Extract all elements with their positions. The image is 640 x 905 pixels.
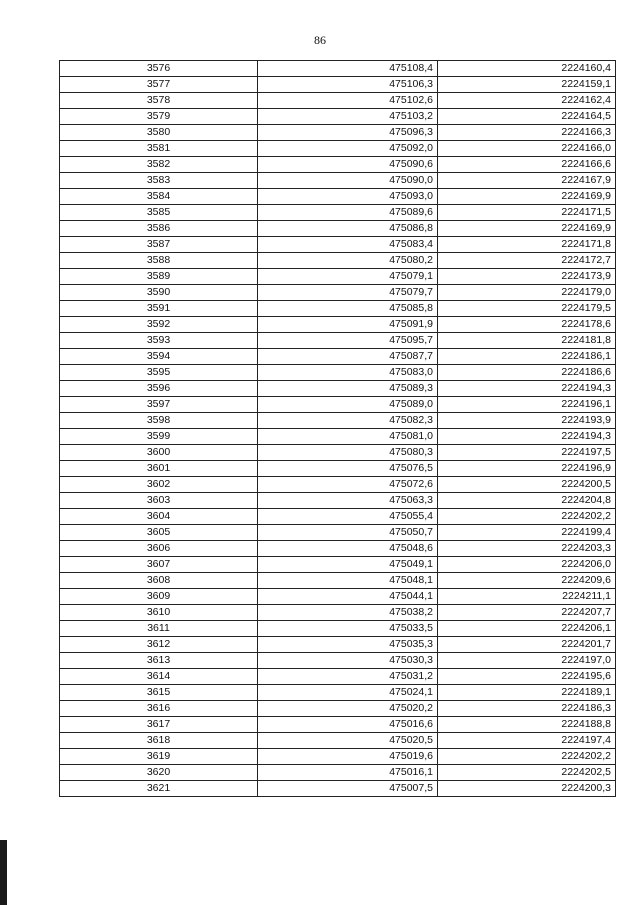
x-coordinate-cell: 475083,0	[258, 365, 438, 381]
table-row	[60, 669, 616, 685]
x-coordinate-cell: 475079,1	[258, 269, 438, 285]
x-coordinate-cell: 475085,8	[258, 301, 438, 317]
point-number-cell: 3606	[60, 541, 258, 557]
table-row	[60, 141, 616, 157]
y-coordinate-cell: 2224166,0	[438, 141, 616, 157]
table-row	[60, 525, 616, 541]
x-coordinate-cell: 475038,2	[258, 605, 438, 621]
x-coordinate-cell: 475016,1	[258, 765, 438, 781]
y-coordinate-cell: 2224195,6	[438, 669, 616, 685]
point-number-cell: 3579	[60, 109, 258, 125]
point-number-cell: 3582	[60, 157, 258, 173]
point-number-cell: 3612	[60, 637, 258, 653]
x-coordinate-cell: 475106,3	[258, 77, 438, 93]
x-coordinate-cell: 475081,0	[258, 429, 438, 445]
table-row	[60, 77, 616, 93]
point-number-cell: 3609	[60, 589, 258, 605]
coordinates-table-body	[60, 61, 616, 797]
y-coordinate-cell: 2224197,5	[438, 445, 616, 461]
y-coordinate-cell: 2224186,6	[438, 365, 616, 381]
x-coordinate-cell: 475020,5	[258, 733, 438, 749]
point-number-cell: 3585	[60, 205, 258, 221]
table-row	[60, 589, 616, 605]
point-number-cell: 3598	[60, 413, 258, 429]
x-coordinate-cell: 475091,9	[258, 317, 438, 333]
y-coordinate-cell: 2224189,1	[438, 685, 616, 701]
y-coordinate-cell: 2224179,5	[438, 301, 616, 317]
point-number-cell: 3599	[60, 429, 258, 445]
table-row	[60, 509, 616, 525]
table-row	[60, 445, 616, 461]
table-row	[60, 429, 616, 445]
table-row	[60, 461, 616, 477]
y-coordinate-cell: 2224172,7	[438, 253, 616, 269]
table-row	[60, 285, 616, 301]
x-coordinate-cell: 475080,2	[258, 253, 438, 269]
x-coordinate-cell: 475086,8	[258, 221, 438, 237]
point-number-cell: 3580	[60, 125, 258, 141]
point-number-cell: 3596	[60, 381, 258, 397]
x-coordinate-cell: 475048,1	[258, 573, 438, 589]
table-row	[60, 93, 616, 109]
table-row	[60, 173, 616, 189]
page-number: 86	[314, 33, 326, 47]
point-number-cell: 3600	[60, 445, 258, 461]
x-coordinate-cell: 475103,2	[258, 109, 438, 125]
x-coordinate-cell: 475055,4	[258, 509, 438, 525]
table-row	[60, 365, 616, 381]
y-coordinate-cell: 2224188,8	[438, 717, 616, 733]
y-coordinate-cell: 2224162,4	[438, 93, 616, 109]
point-number-cell: 3578	[60, 93, 258, 109]
point-number-cell: 3581	[60, 141, 258, 157]
table-row	[60, 61, 616, 77]
y-coordinate-cell: 2224204,8	[438, 493, 616, 509]
table-row	[60, 685, 616, 701]
point-number-cell: 3621	[60, 781, 258, 797]
y-coordinate-cell: 2224194,3	[438, 429, 616, 445]
x-coordinate-cell: 475082,3	[258, 413, 438, 429]
point-number-cell: 3617	[60, 717, 258, 733]
x-coordinate-cell: 475087,7	[258, 349, 438, 365]
coordinates-table	[59, 60, 616, 797]
y-coordinate-cell: 2224202,2	[438, 509, 616, 525]
point-number-cell: 3608	[60, 573, 258, 589]
y-coordinate-cell: 2224169,9	[438, 189, 616, 205]
point-number-cell: 3605	[60, 525, 258, 541]
point-number-cell: 3594	[60, 349, 258, 365]
point-number-cell: 3589	[60, 269, 258, 285]
x-coordinate-cell: 475049,1	[258, 557, 438, 573]
x-coordinate-cell: 475076,5	[258, 461, 438, 477]
table-row	[60, 109, 616, 125]
x-coordinate-cell: 475108,4	[258, 61, 438, 77]
table-row	[60, 605, 616, 621]
y-coordinate-cell: 2224206,0	[438, 557, 616, 573]
y-coordinate-cell: 2224181,8	[438, 333, 616, 349]
table-row	[60, 397, 616, 413]
table-row	[60, 237, 616, 253]
table-row	[60, 749, 616, 765]
table-row	[60, 381, 616, 397]
point-number-cell: 3593	[60, 333, 258, 349]
y-coordinate-cell: 2224203,3	[438, 541, 616, 557]
point-number-cell: 3613	[60, 653, 258, 669]
table-row	[60, 221, 616, 237]
point-number-cell: 3583	[60, 173, 258, 189]
table-row	[60, 637, 616, 653]
x-coordinate-cell: 475063,3	[258, 493, 438, 509]
point-number-cell: 3614	[60, 669, 258, 685]
y-coordinate-cell: 2224166,6	[438, 157, 616, 173]
point-number-cell: 3591	[60, 301, 258, 317]
point-number-cell: 3607	[60, 557, 258, 573]
y-coordinate-cell: 2224196,1	[438, 397, 616, 413]
y-coordinate-cell: 2224196,9	[438, 461, 616, 477]
point-number-cell: 3604	[60, 509, 258, 525]
point-number-cell: 3616	[60, 701, 258, 717]
y-coordinate-cell: 2224201,7	[438, 637, 616, 653]
y-coordinate-cell: 2224166,3	[438, 125, 616, 141]
table-row	[60, 541, 616, 557]
table-row	[60, 301, 616, 317]
table-row	[60, 349, 616, 365]
point-number-cell: 3588	[60, 253, 258, 269]
table-row	[60, 717, 616, 733]
x-coordinate-cell: 475083,4	[258, 237, 438, 253]
x-coordinate-cell: 475020,2	[258, 701, 438, 717]
y-coordinate-cell: 2224202,2	[438, 749, 616, 765]
point-number-cell: 3620	[60, 765, 258, 781]
table-row	[60, 781, 616, 797]
y-coordinate-cell: 2224211,1	[438, 589, 616, 605]
y-coordinate-cell: 2224171,8	[438, 237, 616, 253]
table-row	[60, 557, 616, 573]
y-coordinate-cell: 2224186,1	[438, 349, 616, 365]
table-row	[60, 413, 616, 429]
table-row	[60, 157, 616, 173]
x-coordinate-cell: 475031,2	[258, 669, 438, 685]
point-number-cell: 3577	[60, 77, 258, 93]
scan-edge-bar	[0, 840, 7, 905]
table-row	[60, 733, 616, 749]
y-coordinate-cell: 2224200,5	[438, 477, 616, 493]
y-coordinate-cell: 2224178,6	[438, 317, 616, 333]
y-coordinate-cell: 2224160,4	[438, 61, 616, 77]
x-coordinate-cell: 475089,3	[258, 381, 438, 397]
point-number-cell: 3611	[60, 621, 258, 637]
y-coordinate-cell: 2224179,0	[438, 285, 616, 301]
point-number-cell: 3587	[60, 237, 258, 253]
table-row	[60, 493, 616, 509]
point-number-cell: 3619	[60, 749, 258, 765]
y-coordinate-cell: 2224199,4	[438, 525, 616, 541]
y-coordinate-cell: 2224193,9	[438, 413, 616, 429]
x-coordinate-cell: 475080,3	[258, 445, 438, 461]
point-number-cell: 3595	[60, 365, 258, 381]
x-coordinate-cell: 475033,5	[258, 621, 438, 637]
x-coordinate-cell: 475035,3	[258, 637, 438, 653]
x-coordinate-cell: 475030,3	[258, 653, 438, 669]
x-coordinate-cell: 475089,6	[258, 205, 438, 221]
point-number-cell: 3586	[60, 221, 258, 237]
table-row	[60, 333, 616, 349]
table-row	[60, 765, 616, 781]
y-coordinate-cell: 2224167,9	[438, 173, 616, 189]
y-coordinate-cell: 2224197,0	[438, 653, 616, 669]
point-number-cell: 3576	[60, 61, 258, 77]
y-coordinate-cell: 2224197,4	[438, 733, 616, 749]
table-row	[60, 653, 616, 669]
x-coordinate-cell: 475102,6	[258, 93, 438, 109]
y-coordinate-cell: 2224159,1	[438, 77, 616, 93]
y-coordinate-cell: 2224164,5	[438, 109, 616, 125]
y-coordinate-cell: 2224194,3	[438, 381, 616, 397]
x-coordinate-cell: 475048,6	[258, 541, 438, 557]
x-coordinate-cell: 475090,0	[258, 173, 438, 189]
point-number-cell: 3603	[60, 493, 258, 509]
x-coordinate-cell: 475096,3	[258, 125, 438, 141]
point-number-cell: 3601	[60, 461, 258, 477]
table-row	[60, 317, 616, 333]
x-coordinate-cell: 475095,7	[258, 333, 438, 349]
y-coordinate-cell: 2224200,3	[438, 781, 616, 797]
point-number-cell: 3602	[60, 477, 258, 493]
x-coordinate-cell: 475093,0	[258, 189, 438, 205]
y-coordinate-cell: 2224207,7	[438, 605, 616, 621]
table-row	[60, 253, 616, 269]
point-number-cell: 3610	[60, 605, 258, 621]
point-number-cell: 3584	[60, 189, 258, 205]
table-row	[60, 269, 616, 285]
table-row	[60, 573, 616, 589]
x-coordinate-cell: 475092,0	[258, 141, 438, 157]
x-coordinate-cell: 475044,1	[258, 589, 438, 605]
x-coordinate-cell: 475072,6	[258, 477, 438, 493]
x-coordinate-cell: 475016,6	[258, 717, 438, 733]
x-coordinate-cell: 475050,7	[258, 525, 438, 541]
table-row	[60, 205, 616, 221]
point-number-cell: 3590	[60, 285, 258, 301]
table-row	[60, 189, 616, 205]
y-coordinate-cell: 2224169,9	[438, 221, 616, 237]
y-coordinate-cell: 2224173,9	[438, 269, 616, 285]
point-number-cell: 3592	[60, 317, 258, 333]
x-coordinate-cell: 475089,0	[258, 397, 438, 413]
table-row	[60, 621, 616, 637]
point-number-cell: 3597	[60, 397, 258, 413]
point-number-cell: 3615	[60, 685, 258, 701]
table-row	[60, 701, 616, 717]
x-coordinate-cell: 475024,1	[258, 685, 438, 701]
y-coordinate-cell: 2224206,1	[438, 621, 616, 637]
x-coordinate-cell: 475079,7	[258, 285, 438, 301]
table-row	[60, 125, 616, 141]
x-coordinate-cell: 475019,6	[258, 749, 438, 765]
y-coordinate-cell: 2224186,3	[438, 701, 616, 717]
point-number-cell: 3618	[60, 733, 258, 749]
y-coordinate-cell: 2224202,5	[438, 765, 616, 781]
y-coordinate-cell: 2224209,6	[438, 573, 616, 589]
x-coordinate-cell: 475007,5	[258, 781, 438, 797]
table-row	[60, 477, 616, 493]
y-coordinate-cell: 2224171,5	[438, 205, 616, 221]
x-coordinate-cell: 475090,6	[258, 157, 438, 173]
